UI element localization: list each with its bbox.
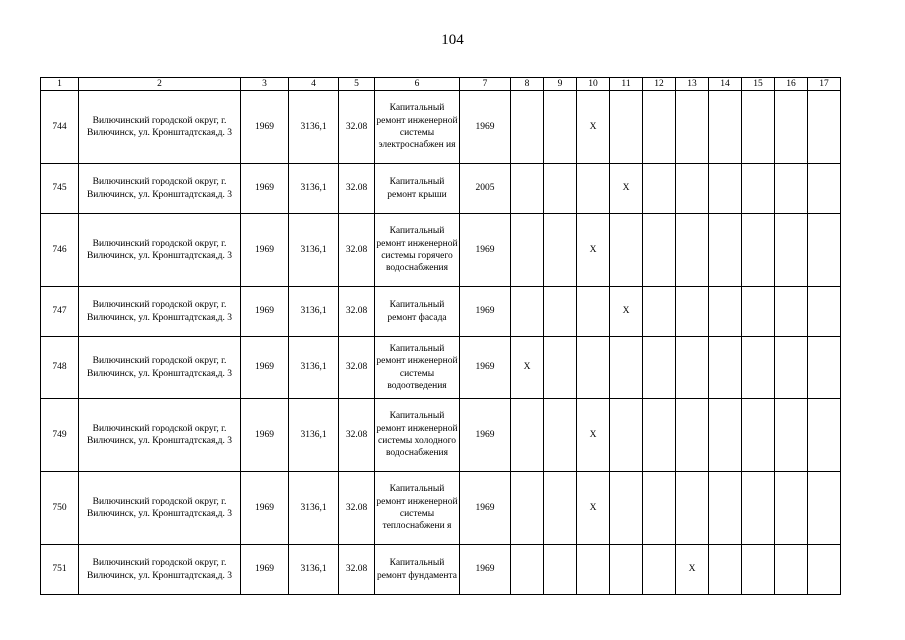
empty-cell xyxy=(676,337,709,399)
empty-cell xyxy=(643,545,676,595)
empty-cell xyxy=(544,337,577,399)
empty-cell xyxy=(577,337,610,399)
column-header-14: 14 xyxy=(709,78,742,91)
work-type-cell: Капитальный ремонт инженерной системы холодного водоснабжения xyxy=(375,399,460,472)
empty-cell xyxy=(610,399,643,472)
empty-cell xyxy=(610,337,643,399)
empty-cell xyxy=(808,214,841,287)
column-header-5: 5 xyxy=(339,78,375,91)
empty-cell xyxy=(709,545,742,595)
address-cell: Вилючинский городской округ, г. Вилючинск, ул. Кронштадтская,д. 3 xyxy=(79,337,241,399)
table-row xyxy=(41,399,841,472)
empty-cell xyxy=(511,545,544,595)
column-header-6: 6 xyxy=(375,78,460,91)
empty-cell xyxy=(808,287,841,337)
wear-cell: 32.08 xyxy=(339,164,375,214)
mark-cell: X xyxy=(577,214,610,287)
empty-cell xyxy=(643,214,676,287)
work-type-cell: Капитальный ремонт инженерной системы водоотведения xyxy=(375,337,460,399)
year-last-cell: 1969 xyxy=(460,472,511,545)
empty-cell xyxy=(676,472,709,545)
empty-cell xyxy=(610,214,643,287)
empty-cell xyxy=(544,214,577,287)
table-row xyxy=(41,287,841,337)
empty-cell xyxy=(544,545,577,595)
empty-cell xyxy=(643,472,676,545)
empty-cell xyxy=(775,337,808,399)
year-last-cell: 1969 xyxy=(460,545,511,595)
empty-cell xyxy=(709,91,742,164)
row-number: 751 xyxy=(41,545,79,595)
header-row xyxy=(41,78,841,91)
address-cell: Вилючинский городской округ, г. Вилючинск, ул. Кронштадтская,д. 3 xyxy=(79,164,241,214)
empty-cell xyxy=(643,287,676,337)
area-cell: 3136,1 xyxy=(289,472,339,545)
empty-cell xyxy=(709,399,742,472)
column-header-8: 8 xyxy=(511,78,544,91)
empty-cell xyxy=(808,545,841,595)
area-cell: 3136,1 xyxy=(289,214,339,287)
area-cell: 3136,1 xyxy=(289,91,339,164)
year-last-cell: 1969 xyxy=(460,337,511,399)
year-built-cell: 1969 xyxy=(241,337,289,399)
row-number: 745 xyxy=(41,164,79,214)
address-cell: Вилючинский городской округ, г. Вилючинск, ул. Кронштадтская,д. 3 xyxy=(79,472,241,545)
empty-cell xyxy=(775,91,808,164)
address-cell: Вилючинский городской округ, г. Вилючинск, ул. Кронштадтская,д. 3 xyxy=(79,399,241,472)
empty-cell xyxy=(742,287,775,337)
table-row xyxy=(41,472,841,545)
empty-cell xyxy=(742,91,775,164)
wear-cell: 32.08 xyxy=(339,337,375,399)
table-row xyxy=(41,164,841,214)
year-last-cell: 1969 xyxy=(460,91,511,164)
year-built-cell: 1969 xyxy=(241,287,289,337)
wear-cell: 32.08 xyxy=(339,287,375,337)
table-row xyxy=(41,337,841,399)
year-built-cell: 1969 xyxy=(241,164,289,214)
empty-cell xyxy=(643,164,676,214)
empty-cell xyxy=(544,91,577,164)
column-header-1: 1 xyxy=(41,78,79,91)
table-header xyxy=(41,78,841,91)
empty-cell xyxy=(577,164,610,214)
empty-cell xyxy=(511,164,544,214)
empty-cell xyxy=(709,472,742,545)
work-type-cell: Капитальный ремонт крыши xyxy=(375,164,460,214)
area-cell: 3136,1 xyxy=(289,164,339,214)
wear-cell: 32.08 xyxy=(339,91,375,164)
empty-cell xyxy=(676,399,709,472)
wear-cell: 32.08 xyxy=(339,545,375,595)
table-row xyxy=(41,545,841,595)
row-number: 748 xyxy=(41,337,79,399)
empty-cell xyxy=(775,545,808,595)
column-header-16: 16 xyxy=(775,78,808,91)
column-header-9: 9 xyxy=(544,78,577,91)
column-header-11: 11 xyxy=(610,78,643,91)
empty-cell xyxy=(709,287,742,337)
empty-cell xyxy=(511,399,544,472)
empty-cell xyxy=(676,91,709,164)
row-number: 746 xyxy=(41,214,79,287)
mark-cell: X xyxy=(577,472,610,545)
wear-cell: 32.08 xyxy=(339,472,375,545)
wear-cell: 32.08 xyxy=(339,399,375,472)
empty-cell xyxy=(544,164,577,214)
address-cell: Вилючинский городской округ, г. Вилючинск, ул. Кронштадтская,д. 3 xyxy=(79,91,241,164)
column-header-10: 10 xyxy=(577,78,610,91)
empty-cell xyxy=(544,287,577,337)
row-number: 749 xyxy=(41,399,79,472)
column-header-3: 3 xyxy=(241,78,289,91)
year-built-cell: 1969 xyxy=(241,399,289,472)
column-header-12: 12 xyxy=(643,78,676,91)
empty-cell xyxy=(643,337,676,399)
mark-cell: X xyxy=(610,287,643,337)
year-built-cell: 1969 xyxy=(241,472,289,545)
area-cell: 3136,1 xyxy=(289,399,339,472)
table-row xyxy=(41,91,841,164)
year-last-cell: 1969 xyxy=(460,214,511,287)
table-body xyxy=(41,91,841,595)
address-cell: Вилючинский городской округ, г. Вилючинск, ул. Кронштадтская,д. 3 xyxy=(79,545,241,595)
empty-cell xyxy=(643,399,676,472)
empty-cell xyxy=(577,545,610,595)
work-type-cell: Капитальный ремонт фасада xyxy=(375,287,460,337)
empty-cell xyxy=(775,214,808,287)
column-header-17: 17 xyxy=(808,78,841,91)
empty-cell xyxy=(709,337,742,399)
empty-cell xyxy=(544,472,577,545)
empty-cell xyxy=(775,472,808,545)
page-number: 104 xyxy=(441,32,464,48)
empty-cell xyxy=(643,91,676,164)
work-type-cell: Капитальный ремонт инженерной системы горячего водоснабжения xyxy=(375,214,460,287)
work-type-cell: Капитальный ремонт фундамента xyxy=(375,545,460,595)
empty-cell xyxy=(808,399,841,472)
empty-cell xyxy=(808,337,841,399)
empty-cell xyxy=(610,472,643,545)
empty-cell xyxy=(742,164,775,214)
empty-cell xyxy=(742,337,775,399)
area-cell: 3136,1 xyxy=(289,337,339,399)
empty-cell xyxy=(610,91,643,164)
empty-cell xyxy=(610,545,643,595)
empty-cell xyxy=(775,287,808,337)
year-built-cell: 1969 xyxy=(241,545,289,595)
work-type-cell: Капитальный ремонт инженерной системы теплоснабжени я xyxy=(375,472,460,545)
address-cell: Вилючинский городской округ, г. Вилючинск, ул. Кронштадтская,д. 3 xyxy=(79,214,241,287)
empty-cell xyxy=(742,472,775,545)
row-number: 750 xyxy=(41,472,79,545)
year-built-cell: 1969 xyxy=(241,91,289,164)
work-type-cell: Капитальный ремонт инженерной системы электроснабжен ия xyxy=(375,91,460,164)
empty-cell xyxy=(775,399,808,472)
empty-cell xyxy=(511,214,544,287)
empty-cell xyxy=(808,91,841,164)
empty-cell xyxy=(577,287,610,337)
column-header-15: 15 xyxy=(742,78,775,91)
area-cell: 3136,1 xyxy=(289,287,339,337)
empty-cell xyxy=(709,164,742,214)
empty-cell xyxy=(511,472,544,545)
row-number: 744 xyxy=(41,91,79,164)
mark-cell: X xyxy=(577,399,610,472)
year-built-cell: 1969 xyxy=(241,214,289,287)
area-cell: 3136,1 xyxy=(289,545,339,595)
empty-cell xyxy=(808,472,841,545)
empty-cell xyxy=(742,399,775,472)
row-number: 747 xyxy=(41,287,79,337)
empty-cell xyxy=(676,287,709,337)
column-header-2: 2 xyxy=(79,78,241,91)
mark-cell: X xyxy=(577,91,610,164)
year-last-cell: 2005 xyxy=(460,164,511,214)
empty-cell xyxy=(511,287,544,337)
empty-cell xyxy=(808,164,841,214)
mark-cell: X xyxy=(511,337,544,399)
column-header-4: 4 xyxy=(289,78,339,91)
empty-cell xyxy=(544,399,577,472)
repair-table xyxy=(40,77,841,595)
empty-cell xyxy=(709,214,742,287)
mark-cell: X xyxy=(676,545,709,595)
year-last-cell: 1969 xyxy=(460,399,511,472)
empty-cell xyxy=(676,164,709,214)
table-row xyxy=(41,214,841,287)
empty-cell xyxy=(676,214,709,287)
column-header-7: 7 xyxy=(460,78,511,91)
empty-cell xyxy=(511,91,544,164)
empty-cell xyxy=(742,545,775,595)
mark-cell: X xyxy=(610,164,643,214)
year-last-cell: 1969 xyxy=(460,287,511,337)
column-header-13: 13 xyxy=(676,78,709,91)
wear-cell: 32.08 xyxy=(339,214,375,287)
empty-cell xyxy=(775,164,808,214)
address-cell: Вилючинский городской округ, г. Вилючинск, ул. Кронштадтская,д. 3 xyxy=(79,287,241,337)
empty-cell xyxy=(742,214,775,287)
